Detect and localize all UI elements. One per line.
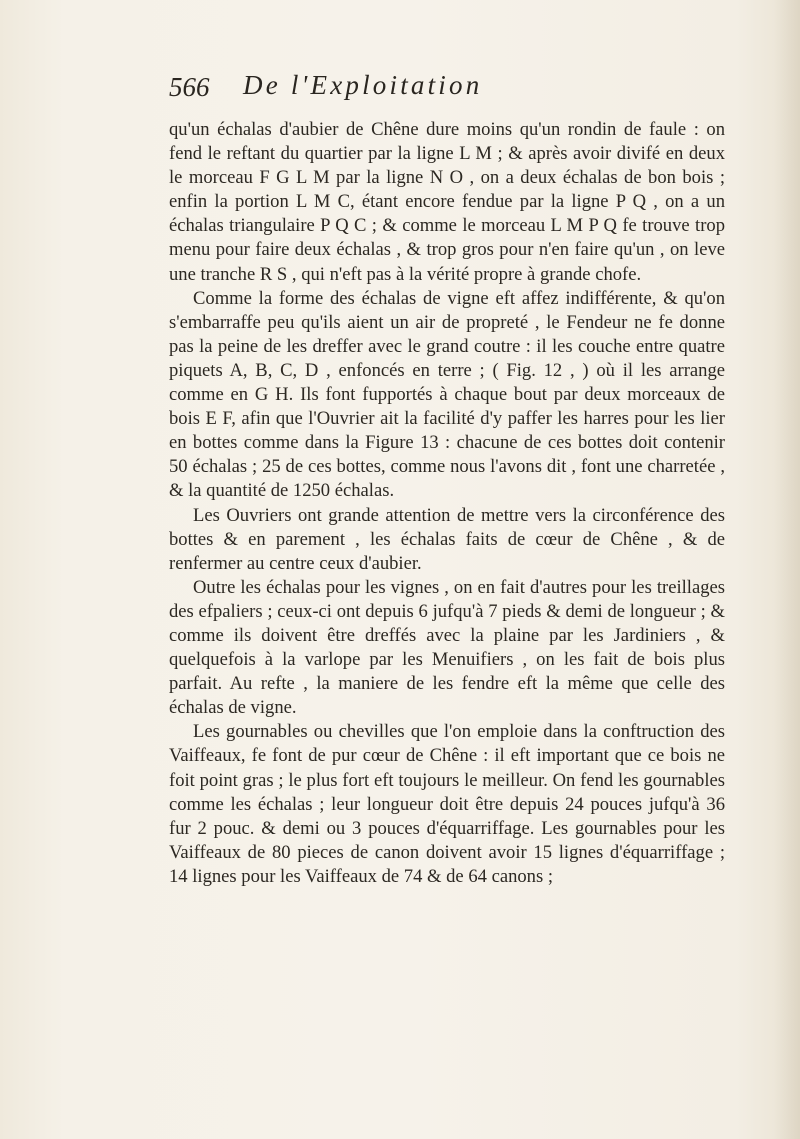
page-number: 566 xyxy=(169,72,210,102)
page-edge-shadow xyxy=(774,0,800,1139)
body-text xyxy=(169,118,725,889)
paragraph-vine-stakes: Comme la forme des échalas de vigne eft affez indifférente, & qu'on s'embarraffe peu qu'ils aient un air de propreté , le Fendeur ne fe donne pas la peine de les dreffer avec le grand coutre : il les couche entre quatre piquets A, B, C, D , enfoncés en terre ; ( Fig. 12 , ) où il les arrange comme en G H. Ils font fupportés à chaque bout par deux morceaux de bois E F, afin que l'Ouvrier ait la facilité d'y paffer les harres pour les lier en bottes comme dans la Figure 13 : chacune de ces bottes doit contenir 50 échalas ; 25 de ces bottes, comme nous l'avons dit , font une charretée , & la quantité de 1250 échalas. xyxy=(169,287,725,502)
running-head: De l'Exploitation xyxy=(243,70,483,100)
page-header xyxy=(169,66,729,110)
paragraph-trellis-stakes: Outre les échalas pour les vignes , on en fait d'autres pour les treillages des efpaliers ; ceux-ci ont depuis 6 jufqu'à 7 pieds & demi de longueur ; & comme ils doivent être dreffés avec la plaine par les Jardiniers , & quelquefois à la varlope par les Menuifiers , on les fait de bois plus parfait. Au refte , la maniere de les fendre eft la même que celle des échalas de vigne. xyxy=(169,576,725,719)
paragraph-bundles: Les Ouvriers ont grande attention de mettre vers la circonférence des bottes & en parement , les échalas faits de cœur de Chêne , & de renfermer au centre ceux d'aubier. xyxy=(169,504,725,574)
paragraph-treenails: Les gournables ou chevilles que l'on emploie dans la conftruction des Vaiffeaux, fe font de pur cœur de Chêne : il eft important que ce bois ne foit point gras ; le plus fort eft toujours le meilleur. On fend les gournables comme les échalas ; leur longueur doit être depuis 24 pouces jufqu'à 36 fur 2 pouc. & demi ou 3 pouces d'équarriffage. Les gournables pour les Vaiffeaux de 80 pieces de canon doivent avoir 15 lignes d'équarriffage ; 14 lignes pour les Vaiffeaux de 74 & de 64 canons ; xyxy=(169,721,725,887)
paragraph-continued: qu'un échalas d'aubier de Chêne dure moins qu'un rondin de faule : on fend le reftant du quartier par la ligne L M ; & après avoir divifé en deux le morceau F G L M par la ligne N O , on a deux échalas de bon bois ; enfin la portion L M C, étant encore fendue par la ligne P Q , on a un échalas triangulaire P Q C ; & comme le morceau L M P Q fe trouve trop menu pour faire deux échalas , & trop gros pour n'en faire qu'un , on leve une tranche R S , qui n'eft pas à la vérité propre à grande chofe. xyxy=(169,119,725,285)
